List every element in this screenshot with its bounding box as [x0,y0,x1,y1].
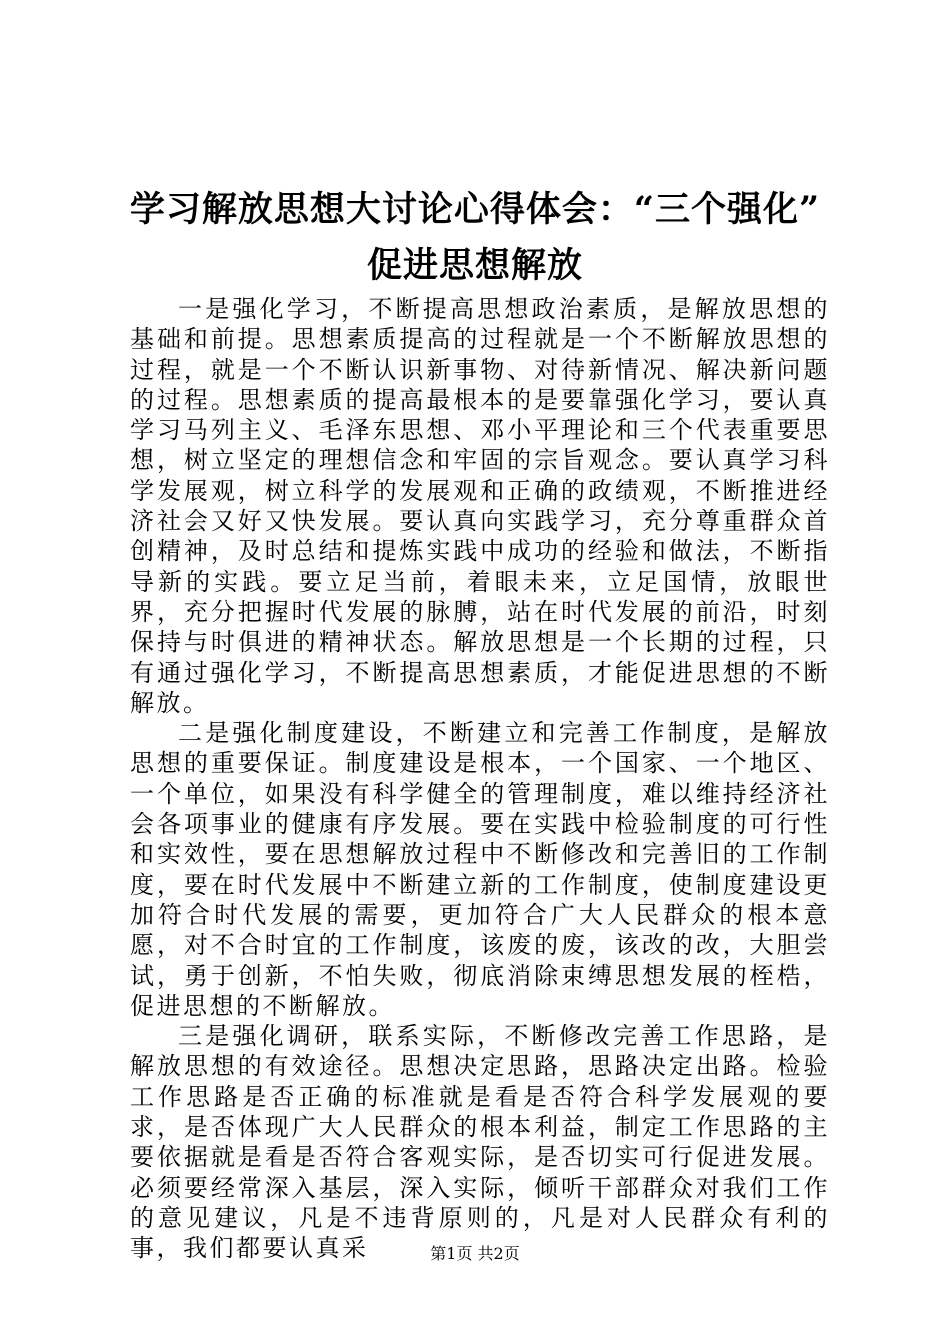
paragraph-2: 二是强化制度建设，不断建立和完善工作制度，是解放思想的重要保证。制度建设是根本，一个国家、一个地区、一个单位，如果没有科学健全的管理制度，难以维持经济社会各项事业的健康有序发展。要在实践中检验制度的可行性和实效性，要在思想解放过程中不断修改和完善旧的工作制度，要在时代发展中不断建立新的工作制度，使制度建设更加符合时代发展的需要，更加符合广大人民群众的根本意愿，对不合时宜的工作制度，该废的废，该改的改，大胆尝试，勇于创新，不怕失败，彻底消除束缚思想发展的桎梏，促进思想的不断解放。 [130,719,830,1020]
title-line-2: 促进思想解放 [366,245,583,286]
paragraph-1: 一是强化学习，不断提高思想政治素质，是解放思想的基础和前提。思想素质提高的过程就是一个不断解放思想的过程，就是一个不断认识新事物、对待新情况、解决新问题的过程。思想素质的提高最根本的是要靠强化学习，要认真学习马列主义、毛泽东思想、邓小平理论和三个代表重要思想，树立坚定的理想信念和牢固的宗旨观念。要认真学习科学发展观，树立科学的发展观和正确的政绩观，不断推进经济社会又好又快发展。要认真向实践学习，充分尊重群众首创精神，及时总结和提炼实践中成功的经验和做法，不断指导新的实践。要立足当前，着眼未来，立足国情，放眼世界，充分把握时代发展的脉膊，站在时代发展的前沿，时刻保持与时俱进的精神状态。解放思想是一个长期的过程，只有通过强化学习，不断提高思想素质，才能促进思想的不断解放。 [130,295,830,717]
document-body [130,294,830,1264]
paragraph-3: 三是强化调研，联系实际，不断修改完善工作思路，是解放思想的有效途径。思想决定思路，思路决定出路。检验工作思路是否正确的标准就是看是否符合科学发展观的要求，是否体现广大人民群众的根本利益，制定工作思路的主要依据就是看是否符合客观实际，是否切实可行促进发展。必须要经常深入基层，深入实际，倾听干部群众对我们工作的意见建议，凡是不违背原则的，凡是对人民群众有利的事，我们都要认真采 [130,1022,830,1263]
document-title [110,182,840,294]
title-line-1: 学习解放思想大讨论心得体会：“三个强化” [129,189,821,230]
page-footer: 第1页 共2页 [430,1244,520,1263]
